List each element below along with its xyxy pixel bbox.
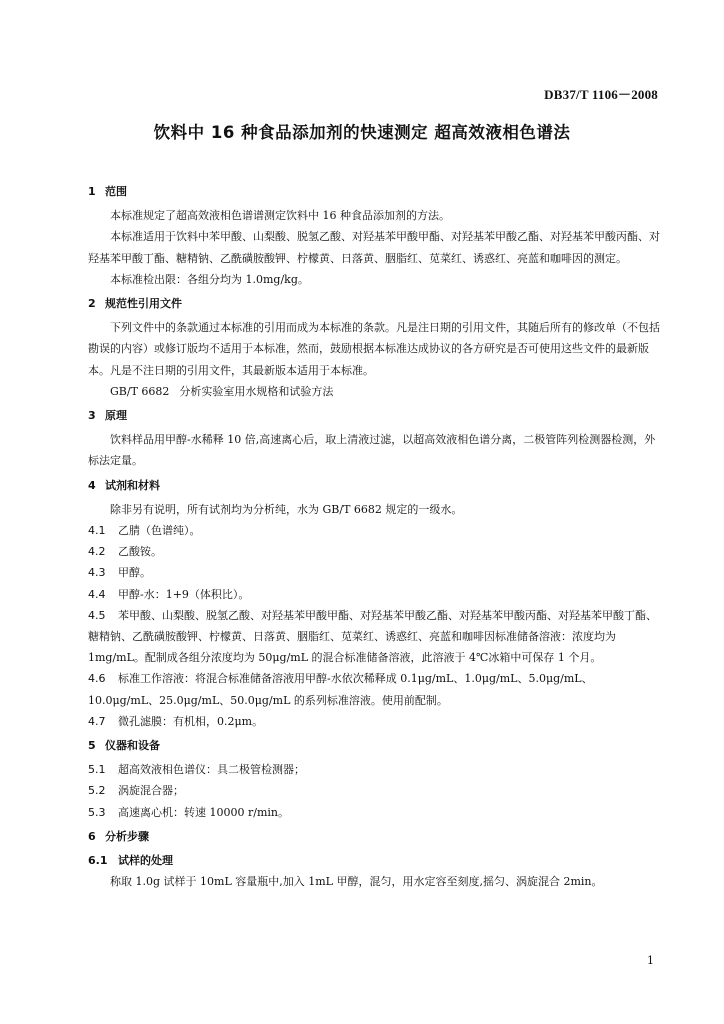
- section-4-heading: [88, 475, 660, 496]
- item-number: 5.2: [88, 784, 106, 798]
- reference-code: GB/T 6682: [110, 384, 170, 398]
- item-number: 4.7: [88, 714, 106, 728]
- section-number: 6: [88, 829, 96, 843]
- item-number: 5.3: [88, 805, 106, 819]
- section-2-heading: [88, 293, 660, 314]
- standard-code: DB37/T 1106－2008: [544, 87, 658, 102]
- section-1-heading: [88, 181, 660, 202]
- item-number: 4.4: [88, 587, 106, 601]
- section-title: 分析步骤: [105, 829, 149, 843]
- list-item: [88, 584, 660, 605]
- reference-title: 分析实验室用水规格和试验方法: [179, 384, 334, 398]
- item-number: 4.6: [88, 672, 106, 686]
- paragraph: 本标准规定了超高效液相色谱谱测定饮料中 16 种食品添加剂的方法。: [110, 209, 450, 223]
- item-text: 高速离心机：转速 10000 r/min。: [118, 805, 289, 819]
- section-5-heading: [88, 735, 660, 756]
- section-6-heading: [88, 826, 660, 847]
- list-item: [88, 520, 660, 541]
- subsection-number: 6.1: [88, 854, 108, 868]
- subsection-title: 试样的处理: [118, 854, 173, 868]
- document-title: 饮料中 16 种食品添加剂的快速测定 超高效液相色谱法: [153, 123, 571, 142]
- section-3-heading: [88, 405, 660, 426]
- list-item: [88, 759, 660, 780]
- list-item: [88, 605, 660, 669]
- item-number: 4.2: [88, 545, 106, 559]
- section-number: 3: [88, 409, 96, 423]
- section-title: 试剂和材料: [105, 478, 160, 492]
- list-item: [88, 668, 660, 710]
- page-number: 1: [647, 954, 654, 967]
- document-body: [88, 181, 660, 893]
- section-number: 2: [88, 297, 96, 311]
- normative-reference: [88, 381, 660, 402]
- item-text: 超高效液相色谱仪：具二极管检测器；: [118, 763, 305, 777]
- subsection-heading: [88, 850, 660, 871]
- section-title: 原理: [105, 409, 127, 423]
- paragraph: 除非另有说明，所有试剂均为分析纯，水为 GB/T 6682 规定的一级水。: [110, 502, 463, 516]
- item-text: 甲醇-水：1+9（体积比）。: [118, 587, 250, 601]
- paragraph: 饮料样品用甲醇-水稀释 10 倍,高速离心后，取上清液过滤，以超高效液相色谱分离，二极管阵列检测器检测，外标法定量。: [88, 433, 656, 468]
- paragraph: 下列文件中的条款通过本标准的引用而成为本标准的条款。凡是注日期的引用文件，其随后所有的修改单（不包括勘误的内容）或修订版均不适用于本标准，然而，鼓励根据本标准达成协议的各方研究是否可使用这些文件的最新版本。凡是不注日期的引用文件，其最新版本适用于本标准。: [88, 321, 660, 377]
- item-number: 4.5: [88, 608, 106, 622]
- list-item: [88, 780, 660, 801]
- item-text: 甲醇。: [118, 566, 151, 580]
- item-text: 乙腈（色谱纯）。: [118, 524, 201, 538]
- item-number: 4.3: [88, 566, 106, 580]
- list-item: [88, 562, 660, 583]
- item-number: 4.1: [88, 524, 106, 538]
- section-title: 规范性引用文件: [105, 297, 182, 311]
- section-number: 4: [88, 478, 96, 492]
- item-text: 微孔滤膜：有机相，0.2μm。: [118, 714, 264, 728]
- paragraph: 本标准检出限：各组分均为 1.0mg/kg。: [110, 272, 309, 286]
- section-title: 仪器和设备: [105, 739, 160, 753]
- item-text: 标准工作溶液：将混合标准储备溶液用甲醇-水依次稀释成 0.1μg/mL、1.0μg/mL、5.0μg/mL、10.0μg/mL、25.0μg/mL、50.0μg/mL 的系列标准溶液。使用前配制。: [88, 672, 593, 707]
- item-text: 乙酸铵。: [118, 545, 162, 559]
- list-item: [88, 711, 660, 732]
- section-number: 1: [88, 185, 96, 198]
- section-title: 范围: [105, 185, 127, 198]
- paragraph: 称取 1.0g 试样于 10mL 容量瓶中,加入 1mL 甲醇，混匀，用水定容至刻度,摇匀、涡旋混合 2min。: [110, 875, 603, 889]
- item-text: 苯甲酸、山梨酸、脱氢乙酸、对羟基苯甲酸甲酯、对羟基苯甲酸乙酯、对羟基苯甲酸丙酯、对羟基苯甲酸丁酯、糖精钠、乙酰磺胺酸钾、柠檬黄、日落黄、胭脂红、苋菜红、诱惑红、亮蓝和咖啡因标准储备溶液：浓度均为 1mg/mL。配制成各组分浓度均为 50μg/mL 的混合标准储备溶液，此溶液于 4℃冰箱中可保存 1 个月。: [88, 608, 657, 665]
- list-item: [88, 802, 660, 823]
- item-text: 涡旋混合器；: [118, 784, 184, 798]
- item-number: 5.1: [88, 763, 106, 777]
- section-number: 5: [88, 739, 96, 753]
- paragraph: 本标准适用于饮料中苯甲酸、山梨酸、脱氢乙酸、对羟基苯甲酸甲酯、对羟基苯甲酸乙酯、对羟基苯甲酸丙酯、对羟基苯甲酸丁酯、糖精钠、乙酰磺胺酸钾、柠檬黄、日落黄、胭脂红、苋菜红、诱惑红、亮蓝和咖啡因的测定。: [88, 230, 660, 265]
- list-item: [88, 541, 660, 562]
